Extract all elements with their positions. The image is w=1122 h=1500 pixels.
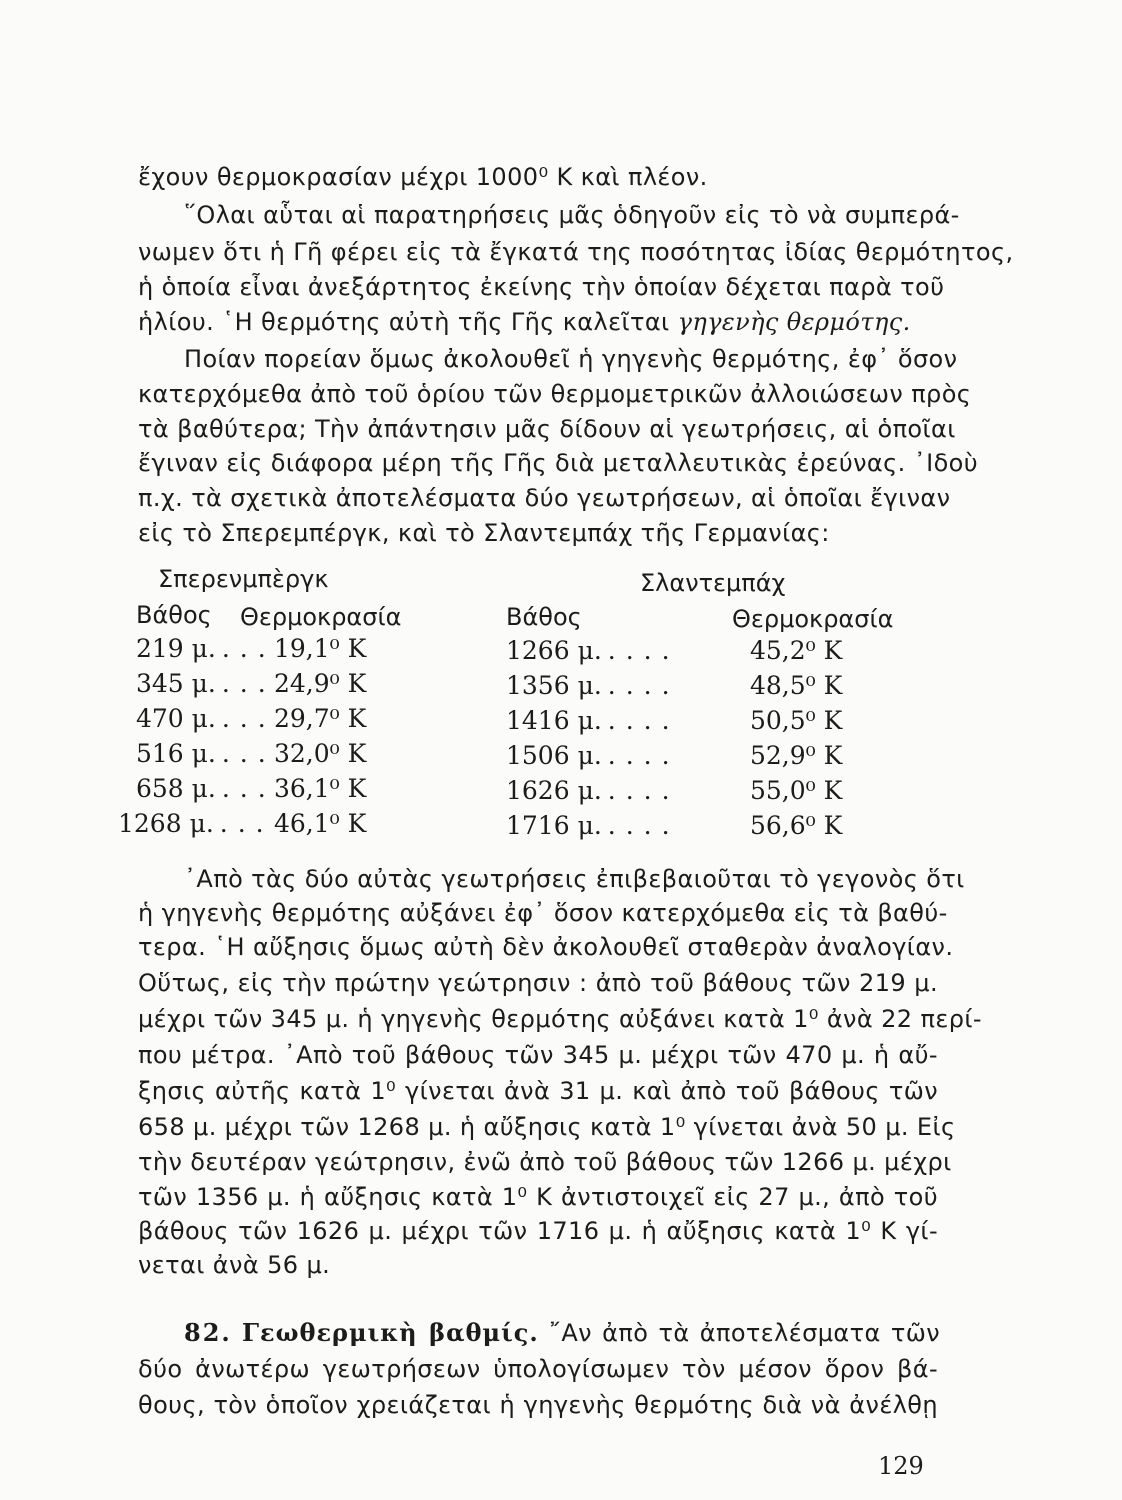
table-row-right-temp: 45,2⁰ Κ <box>750 636 843 665</box>
text-line: τερα. ῾Η αὔξησις ὅμως αὐτὴ δὲν ἀκολουθεῖ σταθερὰν ἀναλογίαν. <box>138 933 954 961</box>
table-row-left-depth: 219 μ. ... <box>136 634 276 663</box>
text-line: ἔγιναν εἰς διάφορα μέρη τῆς Γῆς διὰ μεταλλευτικὰς ἐρεύνας. ᾿Ιδοὺ <box>138 449 979 477</box>
table-row-right-depth: 1716 μ. .... <box>506 811 680 840</box>
text-line: τὴν δευτέραν γεώτρησιν, ἐνῶ ἀπὸ τοῦ βάθους τῶν 1266 μ. μέχρι <box>138 1148 952 1176</box>
table-row-left-depth: 658 μ. ... <box>136 774 276 803</box>
table-row-left-depth: 516 μ. ... <box>136 739 276 768</box>
text-line: ἡλίου. ῾Η θερμότης αὐτὴ τῆς Γῆς καλεῖται γηγενὴς θερμότης. <box>138 308 911 336</box>
text-line: βάθους τῶν 1626 μ. μέχρι τῶν 1716 μ. ἡ αὔξησις κατὰ 1⁰ Κ γί- <box>138 1217 938 1245</box>
column-header-temp-right: Θερμοκρασία <box>732 605 894 633</box>
text-line: δύο ἀνωτέρω γεωτρήσεων ὑπολογίσωμεν τὸν μέσον ὅρον βά- <box>138 1355 938 1383</box>
table-row-left-depth: 1268 μ. ... <box>118 809 274 838</box>
text-line: Οὕτως, εἰς τὴν πρώτην γεώτρησιν : ἀπὸ τοῦ βάθους τῶν 219 μ. <box>138 969 938 997</box>
text-line: ξησις αὐτῆς κατὰ 1⁰ γίνεται ἀνὰ 31 μ. καὶ ἀπὸ τοῦ βάθους τῶν <box>138 1077 938 1105</box>
column-header-depth-left: Βάθος <box>136 601 212 629</box>
table-row-left-depth: 345 μ. ... <box>136 669 276 698</box>
page-number: 129 <box>878 1452 924 1480</box>
table-row-left-temp: 32,0⁰ Κ <box>274 739 367 768</box>
table-row-right-temp: 50,5⁰ Κ <box>750 706 843 735</box>
table-row-right-temp: 56,6⁰ Κ <box>750 811 843 840</box>
table-row-right-depth: 1356 μ. .... <box>506 671 680 700</box>
text-line: ἔχουν θερμοκρασίαν μέχρι 1000⁰ Κ καὶ πλέον. <box>138 163 708 191</box>
text-line: ᾿Απὸ τὰς δύο αὐτὰς γεωτρήσεις ἐπιβεβαιοῦται τὸ γεγονὸς ὅτι <box>184 865 965 893</box>
table-row-right-depth: 1416 μ. .... <box>506 706 680 735</box>
table-row-left-temp: 36,1⁰ Κ <box>274 774 367 803</box>
text-line: που μέτρα. ᾿Απὸ τοῦ βάθους τῶν 345 μ. μέχρι τῶν 470 μ. ἡ αὔ- <box>138 1041 938 1069</box>
table-row-left-temp: 29,7⁰ Κ <box>274 704 367 733</box>
text-line: 658 μ. μέχρι τῶν 1268 μ. ἡ αὔξησις κατὰ 1⁰ γίνεται ἀνὰ 50 μ. Εἰς <box>138 1113 956 1141</box>
text-line: Ποίαν πορείαν ὅμως ἀκολουθεῖ ἡ γηγενὴς θερμότης, ἐφ᾽ ὅσον <box>184 345 958 373</box>
section-number: 82. <box>184 1318 232 1347</box>
text-line: ῞Ολαι αὗται αἱ παρατηρήσεις μᾶς ὁδηγοῦν εἰς τὸ νὰ συμπερά- <box>184 201 960 229</box>
table-caption-right: Σλαντεμπάχ <box>640 569 786 597</box>
text-line: νωμεν ὅτι ἡ Γῆ φέρει εἰς τὰ ἔγκατά της ποσότητας ἰδίας θερμότητος, <box>138 238 1014 266</box>
text-line: κατερχόμεθα ἀπὸ τοῦ ὁρίου τῶν θερμομετρικῶν ἀλλοιώσεων πρὸς <box>138 380 972 408</box>
section-title: Γεωθερμικὴ βαθμίς. <box>241 1318 539 1347</box>
table-row-right-depth: 1506 μ. .... <box>506 741 680 770</box>
column-header-depth-right: Βάθος <box>506 603 582 631</box>
text-line: εἰς τὸ Σπερεμπέργκ, καὶ τὸ Σλαντεμπάχ τῆς Γερμανίας: <box>138 519 830 547</box>
table-row-right-depth: 1266 μ. .... <box>506 636 680 665</box>
table-row-right-temp: 48,5⁰ Κ <box>750 671 843 700</box>
table-row-left-temp: 24,9⁰ Κ <box>274 669 367 698</box>
table-row-left-temp: 19,1⁰ Κ <box>274 634 367 663</box>
table-row-left-depth: 470 μ. ... <box>136 704 276 733</box>
table-row-right-temp: 55,0⁰ Κ <box>750 776 843 805</box>
section-heading-line: 82. Γεωθερμικὴ βαθμίς. ῎Αν ἀπὸ τὰ ἀποτελέσματα τῶν <box>184 1318 941 1347</box>
italic-term: γηγενὴς θερμότης. <box>677 308 911 336</box>
column-header-temp-left: Θερμοκρασία <box>240 603 402 631</box>
table-row-right-temp: 52,9⁰ Κ <box>750 741 843 770</box>
text-line: μέχρι τῶν 345 μ. ἡ γηγενὴς θερμότης αὐξάνει κατὰ 1⁰ ἀνὰ 22 περί- <box>138 1005 982 1033</box>
text-line: τὰ βαθύτερα; Τὴν ἀπάντησιν μᾶς δίδουν αἱ γεωτρήσεις, αἱ ὁποῖαι <box>138 415 956 443</box>
table-row-left-temp: 46,1⁰ Κ <box>274 809 367 838</box>
text-line: νεται ἀνὰ 56 μ. <box>138 1251 331 1279</box>
table-caption-left: Σπερενμπὲργκ <box>158 565 329 593</box>
text-line: τῶν 1356 μ. ἡ αὔξησις κατὰ 1⁰ Κ ἀντιστοιχεῖ εἰς 27 μ., ἀπὸ τοῦ <box>138 1183 938 1211</box>
text-line: ἡ ὁποία εἶναι ἀνεξάρτητος ἐκείνης τὴν ὁποίαν δέχεται παρὰ τοῦ <box>138 273 945 301</box>
text-line: ἡ γηγενὴς θερμότης αὐξάνει ἐφ᾽ ὅσον κατερχόμεθα εἰς τὰ βαθύ- <box>138 899 948 927</box>
text-line: θους, τὸν ὁποῖον χρειάζεται ἡ γηγενὴς θερμότης διὰ νὰ ἀνέλθῃ <box>138 1391 938 1419</box>
table-row-right-depth: 1626 μ. .... <box>506 776 680 805</box>
text-line: π.χ. τὰ σχετικὰ ἀποτελέσματα δύο γεωτρήσεων, αἱ ὁποῖαι ἔγιναν <box>138 484 951 512</box>
